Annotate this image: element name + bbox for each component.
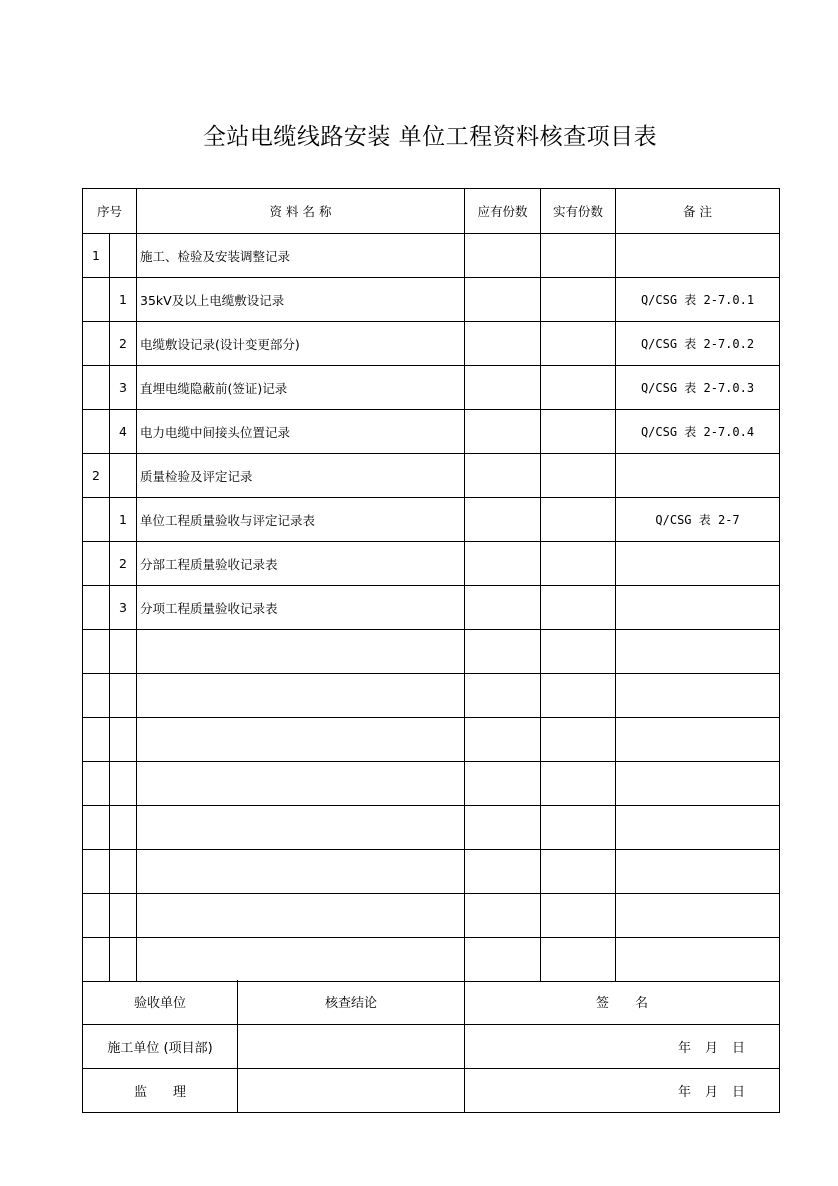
row-item-name [137,762,465,806]
signoff-header-unit: 验收单位 [83,980,238,1024]
row-number [83,762,110,806]
row-actual-count[interactable] [541,234,616,278]
row-remark [616,850,780,894]
signoff-date[interactable] [465,1024,780,1068]
row-required-count[interactable] [465,674,541,718]
row-subnumber [110,938,137,982]
row-actual-count[interactable] [541,410,616,454]
row-actual-count[interactable] [541,850,616,894]
date-day: 日 [731,1084,745,1100]
row-number [83,718,110,762]
row-remark [616,894,780,938]
row-actual-count[interactable] [541,762,616,806]
row-item-name: 直埋电缆隐蔽前(签证)记录 [137,366,465,410]
row-number [83,366,110,410]
row-remark [616,630,780,674]
header-required: 应有份数 [465,189,541,234]
signoff-header-conclusion: 核查结论 [238,980,465,1024]
row-required-count[interactable] [465,762,541,806]
row-subnumber [110,894,137,938]
page-title: 全站电缆线路安装 单位工程资料核查项目表 [202,124,658,150]
row-required-count[interactable] [465,234,541,278]
row-subnumber [110,850,137,894]
row-actual-count[interactable] [541,366,616,410]
row-remark [616,718,780,762]
row-subnumber [110,762,137,806]
row-item-name [137,938,465,982]
row-subnumber [110,718,137,762]
date-year: 年 [677,1084,691,1100]
row-actual-count[interactable] [541,718,616,762]
row-number [83,938,110,982]
row-remark: Q/CSG 表 2-7 [616,498,780,542]
date-month: 月 [704,1084,718,1100]
signoff-conclusion-cell[interactable] [238,1068,465,1112]
row-actual-count[interactable] [541,322,616,366]
row-subnumber: 3 [110,586,137,630]
row-remark [616,586,780,630]
row-item-name [137,718,465,762]
table-row [83,894,780,938]
row-required-count[interactable] [465,498,541,542]
row-subnumber: 2 [110,542,137,586]
row-subnumber [110,630,137,674]
signoff-table [82,980,780,1113]
row-item-name [137,674,465,718]
row-item-name: 质量检验及评定记录 [137,454,465,498]
row-required-count[interactable] [465,542,541,586]
header-seq: 序号 [83,189,137,234]
signoff-unit: 施工单位 (项目部) [83,1024,238,1068]
table-row [83,850,780,894]
row-number [83,806,110,850]
row-number: 2 [83,454,110,498]
table-row [83,366,780,410]
row-actual-count[interactable] [541,806,616,850]
row-remark [616,234,780,278]
date-month: 月 [704,1040,718,1056]
row-remark: Q/CSG 表 2-7.0.3 [616,366,780,410]
row-actual-count[interactable] [541,454,616,498]
row-required-count[interactable] [465,894,541,938]
row-required-count[interactable] [465,806,541,850]
row-required-count[interactable] [465,586,541,630]
signoff-date[interactable] [465,1068,780,1112]
row-actual-count[interactable] [541,542,616,586]
header-name: 资 料 名 称 [137,189,465,234]
row-actual-count[interactable] [541,278,616,322]
row-number [83,674,110,718]
table-row [83,498,780,542]
table-row [83,234,780,278]
table-row [83,762,780,806]
row-number [83,498,110,542]
row-actual-count[interactable] [541,586,616,630]
row-number [83,410,110,454]
row-number [83,850,110,894]
signoff-row-supervision [83,1068,780,1112]
row-remark [616,542,780,586]
row-item-name: 单位工程质量验收与评定记录表 [137,498,465,542]
row-remark [616,762,780,806]
row-remark: Q/CSG 表 2-7.0.1 [616,278,780,322]
row-required-count[interactable] [465,718,541,762]
row-item-name: 施工、检验及安装调整记录 [137,234,465,278]
date-year: 年 [677,1040,691,1056]
row-item-name: 35kV及以上电缆敷设记录 [137,278,465,322]
row-item-name: 电缆敷设记录(设计变更部分) [137,322,465,366]
row-number [83,630,110,674]
signoff-header-sign: 签 名 [465,980,780,1024]
row-required-count[interactable] [465,322,541,366]
row-subnumber [110,806,137,850]
row-item-name: 分项工程质量验收记录表 [137,586,465,630]
row-item-name [137,806,465,850]
row-number [83,586,110,630]
row-subnumber: 1 [110,498,137,542]
row-remark: Q/CSG 表 2-7.0.2 [616,322,780,366]
row-actual-count[interactable] [541,674,616,718]
row-number [83,322,110,366]
row-number [83,894,110,938]
table-row [83,410,780,454]
row-actual-count[interactable] [541,894,616,938]
signoff-row-construction [83,1024,780,1068]
header-actual: 实有份数 [541,189,616,234]
table-row [83,278,780,322]
row-actual-count[interactable] [541,938,616,982]
inspection-table [82,188,780,982]
row-required-count[interactable] [465,850,541,894]
row-remark [616,454,780,498]
row-subnumber: 4 [110,410,137,454]
table-row [83,454,780,498]
signoff-unit: 监 理 [83,1068,238,1112]
row-required-count[interactable] [465,938,541,982]
table-row [83,718,780,762]
header-remark: 备 注 [616,189,780,234]
table-row [83,630,780,674]
table-row [83,322,780,366]
row-number [83,278,110,322]
row-actual-count[interactable] [541,498,616,542]
row-remark: Q/CSG 表 2-7.0.4 [616,410,780,454]
table-row [83,938,780,982]
row-item-name: 电力电缆中间接头位置记录 [137,410,465,454]
table-row [83,586,780,630]
row-subnumber [110,234,137,278]
row-item-name [137,850,465,894]
table-header-row [83,189,780,234]
row-number [83,542,110,586]
row-required-count[interactable] [465,454,541,498]
row-subnumber: 2 [110,322,137,366]
row-subnumber [110,674,137,718]
row-subnumber: 3 [110,366,137,410]
row-required-count[interactable] [465,630,541,674]
row-remark [616,674,780,718]
table-row [83,674,780,718]
row-item-name [137,630,465,674]
row-required-count[interactable] [465,366,541,410]
row-subnumber [110,454,137,498]
date-day: 日 [731,1040,745,1056]
signoff-header-row [83,980,780,1024]
row-required-count[interactable] [465,410,541,454]
row-actual-count[interactable] [541,630,616,674]
signoff-conclusion-cell[interactable] [238,1024,465,1068]
row-remark [616,938,780,982]
row-item-name [137,894,465,938]
row-required-count[interactable] [465,278,541,322]
row-remark [616,806,780,850]
row-subnumber: 1 [110,278,137,322]
table-row [83,542,780,586]
row-number: 1 [83,234,110,278]
table-row [83,806,780,850]
row-item-name: 分部工程质量验收记录表 [137,542,465,586]
